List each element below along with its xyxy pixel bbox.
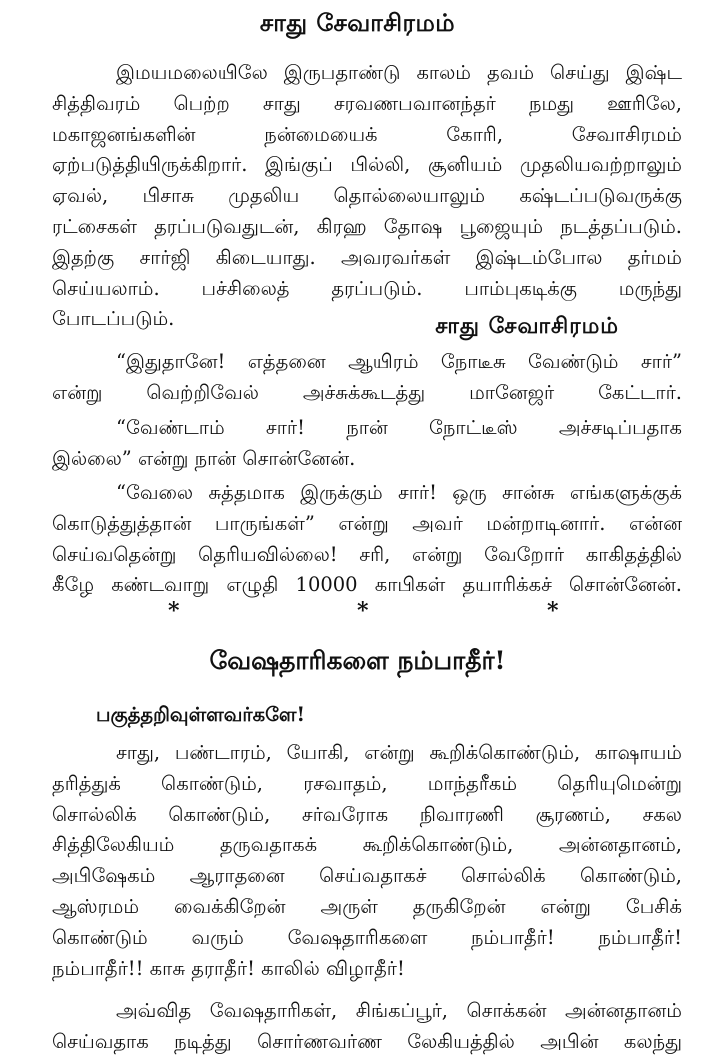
text-line: கீழே கண்டவாறு எழுதி 10000 காபிகள் தயாரிக்கச் சொன்னேன். bbox=[52, 573, 682, 597]
text-line: அபிஷேகம் ஆராதனை செய்வதாகச் சொல்லிக் கொண்டும், bbox=[52, 864, 682, 888]
text-line: நம்பாதீர்!! காசு தராதீர்! காலில் விழாதீர்! bbox=[52, 956, 405, 980]
text-line: ஏவல், பிசாசு முதலிய தொல்லையாலும் கஷ்டப்படுவருக்கு bbox=[52, 184, 682, 208]
text-line: இல்லை” என்று நான் சொன்னேன். bbox=[52, 446, 356, 470]
text-line: செய்வதாக நடித்து சொர்ணவர்ண லேகியத்தில் அபின் கலந்து bbox=[52, 1029, 682, 1053]
text-line: சொல்லிக் கொண்டும், சர்வரோக நிவாரணி சூரணம், சகல bbox=[52, 802, 682, 826]
section-separator bbox=[0, 598, 715, 624]
notice-paragraph bbox=[52, 58, 682, 335]
warning-paragraph bbox=[52, 738, 682, 984]
text-line: மகாஜனங்களின் நன்மையைக் கோரி, சேவாசிரமம் bbox=[52, 122, 682, 146]
text-line: ஏற்படுத்தியிருக்கிறார். இங்குப் பில்லி, சூனியம் முதலியவற்றாலும் bbox=[52, 153, 682, 177]
text-line: ரட்சைகள் தரப்படுவதுடன், கிரஹ தோஷ பூஜையும் நடத்தப்படும். bbox=[52, 214, 682, 238]
text-line: அவ்வித வேஷதாரிகள், சிங்கப்பூர், சொக்கன் அன்னதானம் bbox=[116, 999, 682, 1022]
separator-star: * bbox=[547, 598, 559, 624]
text-line: சாது, பண்டாரம், யோகி, என்று கூறிக்கொண்டும், காஷாயம் bbox=[116, 741, 682, 764]
text-line: இதற்கு சார்ஜி கிடையாது. அவரவர்கள் இஷ்டம்போல தர்மம் bbox=[52, 245, 682, 269]
text-line: ஆஸ்ரமம் வைக்கிறேன் அருள் தருகிறேன் என்று பேசிக் bbox=[52, 894, 682, 918]
text-line: செய்யலாம். பச்சிலைத் தரப்படும். பாம்புகடிக்கு மருந்து bbox=[52, 276, 682, 300]
notice-signature: சாது சேவாசிரமம் bbox=[435, 313, 619, 339]
dialogue-paragraph-2 bbox=[52, 413, 682, 475]
text-line: சித்திவரம் பெற்ற சாது சரவணபவானந்தர் நமது ஊரிலே, bbox=[52, 91, 682, 115]
text-line: கொடுத்துத்தான் பாருங்கள்” என்று அவர் மன்றாடினார். என்ன bbox=[52, 511, 682, 535]
page-title: சாது சேவாசிரமம் bbox=[259, 8, 456, 37]
salutation-heading: பகுத்தறிவுள்ளவர்களே! bbox=[96, 703, 306, 726]
text-line: சித்திலேகியம் தருவதாகக் கூறிக்கொண்டும், அன்னதானம், bbox=[52, 833, 682, 857]
text-line: “வேண்டாம் சார்! நான் நோட்டீஸ் அச்சடிப்பதாக bbox=[116, 416, 682, 439]
text-line: தரித்துக் கொண்டும், ரசவாதம், மாந்தரீகம் தெரியுமென்று bbox=[52, 771, 682, 795]
text-line: செய்வதென்று தெரியவில்லை! சரி, என்று வேறோர் காகிதத்தில் bbox=[52, 542, 682, 566]
separator-star: * bbox=[168, 598, 180, 624]
separator-star: * bbox=[357, 598, 369, 624]
dialogue-paragraph-1 bbox=[52, 347, 682, 409]
text-line: என்று வெற்றிவேல் அச்சுக்கூடத்து மானேஜர் கேட்டார். bbox=[52, 380, 682, 404]
text-line: “இதுதானே! எத்தனை ஆயிரம் நோடீசு வேண்டும் சார்” bbox=[116, 350, 682, 373]
text-line: இமயமலையிலே இருபதாண்டு காலம் தவம் செய்து இஷ்ட bbox=[116, 61, 682, 84]
closing-paragraph bbox=[52, 996, 682, 1058]
section-title: வேஷதாரிகளை நம்பாதீர்! bbox=[209, 646, 506, 675]
text-line: போடப்படும். bbox=[52, 307, 175, 331]
text-line: “வேலை சுத்தமாக இருக்கும் சார்! ஒரு சான்சு எங்களுக்குக் bbox=[116, 481, 682, 504]
dialogue-paragraph-3 bbox=[52, 478, 682, 601]
text-line: கொண்டும் வரும் வேஷதாரிகளை நம்பாதீர்! நம்பாதீர்! bbox=[52, 925, 682, 949]
